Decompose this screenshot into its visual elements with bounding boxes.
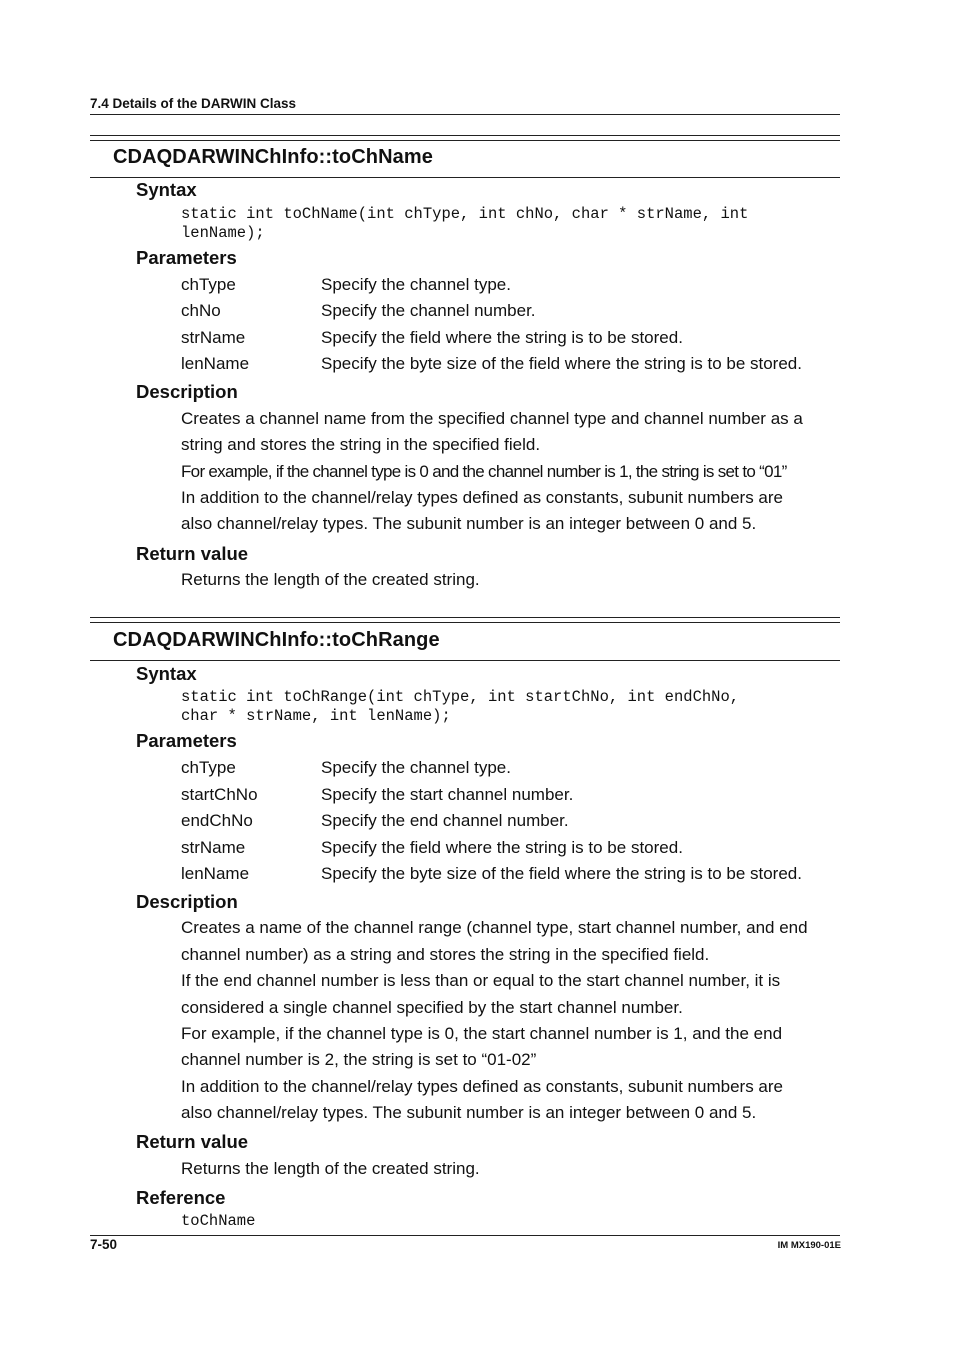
description-line: considered a single channel specified by the start channel number. bbox=[181, 998, 683, 1017]
return-value-text: Returns the length of the created string. bbox=[181, 1159, 480, 1178]
reference-heading: Reference bbox=[136, 1187, 226, 1208]
param-description: Specify the channel type. bbox=[321, 758, 511, 777]
param-name: chType bbox=[181, 758, 236, 777]
section-rule-top bbox=[90, 135, 840, 136]
syntax-code-line: lenName); bbox=[181, 224, 265, 242]
syntax-code-line: static int toChRange(int chType, int startChNo, int endChNo, bbox=[181, 688, 740, 706]
param-description: Specify the end channel number. bbox=[321, 811, 569, 830]
param-name: lenName bbox=[181, 354, 250, 373]
description-heading: Description bbox=[136, 891, 238, 912]
section-rule-top bbox=[90, 617, 840, 618]
param-name: lenName bbox=[181, 864, 250, 883]
param-description: Specify the channel number. bbox=[321, 301, 536, 320]
return-value-heading: Return value bbox=[136, 543, 249, 564]
description-line: If the end channel number is less than or equal to the start channel number, it is bbox=[181, 971, 781, 990]
description-line: In addition to the channel/relay types defined as constants, subunit numbers are bbox=[181, 488, 783, 507]
description-line: Creates a channel name from the specified channel type and channel number as a bbox=[181, 409, 803, 428]
description-line: In addition to the channel/relay types defined as constants, subunit numbers are bbox=[181, 1077, 783, 1096]
running-header: 7.4 Details of the DARWIN Class bbox=[90, 96, 297, 111]
description-line: For example, if the channel type is 0, the start channel number is 1, and the end bbox=[181, 1024, 783, 1043]
section-rule-top-2 bbox=[90, 622, 840, 623]
param-description: Specify the channel type. bbox=[321, 275, 511, 294]
param-description: Specify the field where the string is to be stored. bbox=[321, 838, 683, 857]
section-rule-top-2 bbox=[90, 140, 840, 141]
param-name: strName bbox=[181, 328, 246, 347]
footer-rule bbox=[90, 1235, 840, 1236]
syntax-heading: Syntax bbox=[136, 179, 197, 200]
syntax-code-line: static int toChName(int chType, int chNo, char * strName, int bbox=[181, 205, 749, 223]
param-name: startChNo bbox=[181, 785, 258, 804]
section-title-rule bbox=[90, 660, 840, 661]
section-title: CDAQDARWINChInfo::toChRange bbox=[113, 629, 440, 651]
description-line: also channel/relay types. The subunit number is an integer between 0 and 5. bbox=[181, 514, 757, 533]
param-description: Specify the byte size of the field where the string is to be stored. bbox=[321, 864, 802, 883]
param-description: Specify the field where the string is to be stored. bbox=[321, 328, 683, 347]
header-rule bbox=[90, 114, 840, 115]
description-line: also channel/relay types. The subunit number is an integer between 0 and 5. bbox=[181, 1103, 757, 1122]
param-name: endChNo bbox=[181, 811, 253, 830]
description-line: channel number) as a string and stores the string in the specified field. bbox=[181, 945, 710, 964]
return-value-text: Returns the length of the created string. bbox=[181, 570, 480, 589]
description-line: Creates a name of the channel range (channel type, start channel number, and end bbox=[181, 918, 808, 937]
parameters-heading: Parameters bbox=[136, 247, 237, 268]
param-description: Specify the start channel number. bbox=[321, 785, 574, 804]
section-title-rule bbox=[90, 177, 840, 178]
description-line: channel number is 2, the string is set to “01-02” bbox=[181, 1050, 537, 1069]
description-line: For example, if the channel type is 0 and the channel number is 1, the string is set to “01” bbox=[181, 462, 787, 481]
param-description: Specify the byte size of the field where the string is to be stored. bbox=[321, 354, 802, 373]
syntax-heading: Syntax bbox=[136, 663, 197, 684]
return-value-heading: Return value bbox=[136, 1131, 249, 1152]
description-line: string and stores the string in the specified field. bbox=[181, 435, 541, 454]
reference-text: toChName bbox=[181, 1212, 256, 1230]
param-name: chNo bbox=[181, 301, 221, 320]
param-name: strName bbox=[181, 838, 246, 857]
section-title: CDAQDARWINChInfo::toChName bbox=[113, 146, 433, 168]
syntax-code-line: char * strName, int lenName); bbox=[181, 707, 451, 725]
description-heading: Description bbox=[136, 381, 238, 402]
page-number: 7-50 bbox=[90, 1237, 118, 1252]
param-name: chType bbox=[181, 275, 236, 294]
parameters-heading: Parameters bbox=[136, 730, 237, 751]
document-id: IM MX190-01E bbox=[777, 1240, 841, 1251]
